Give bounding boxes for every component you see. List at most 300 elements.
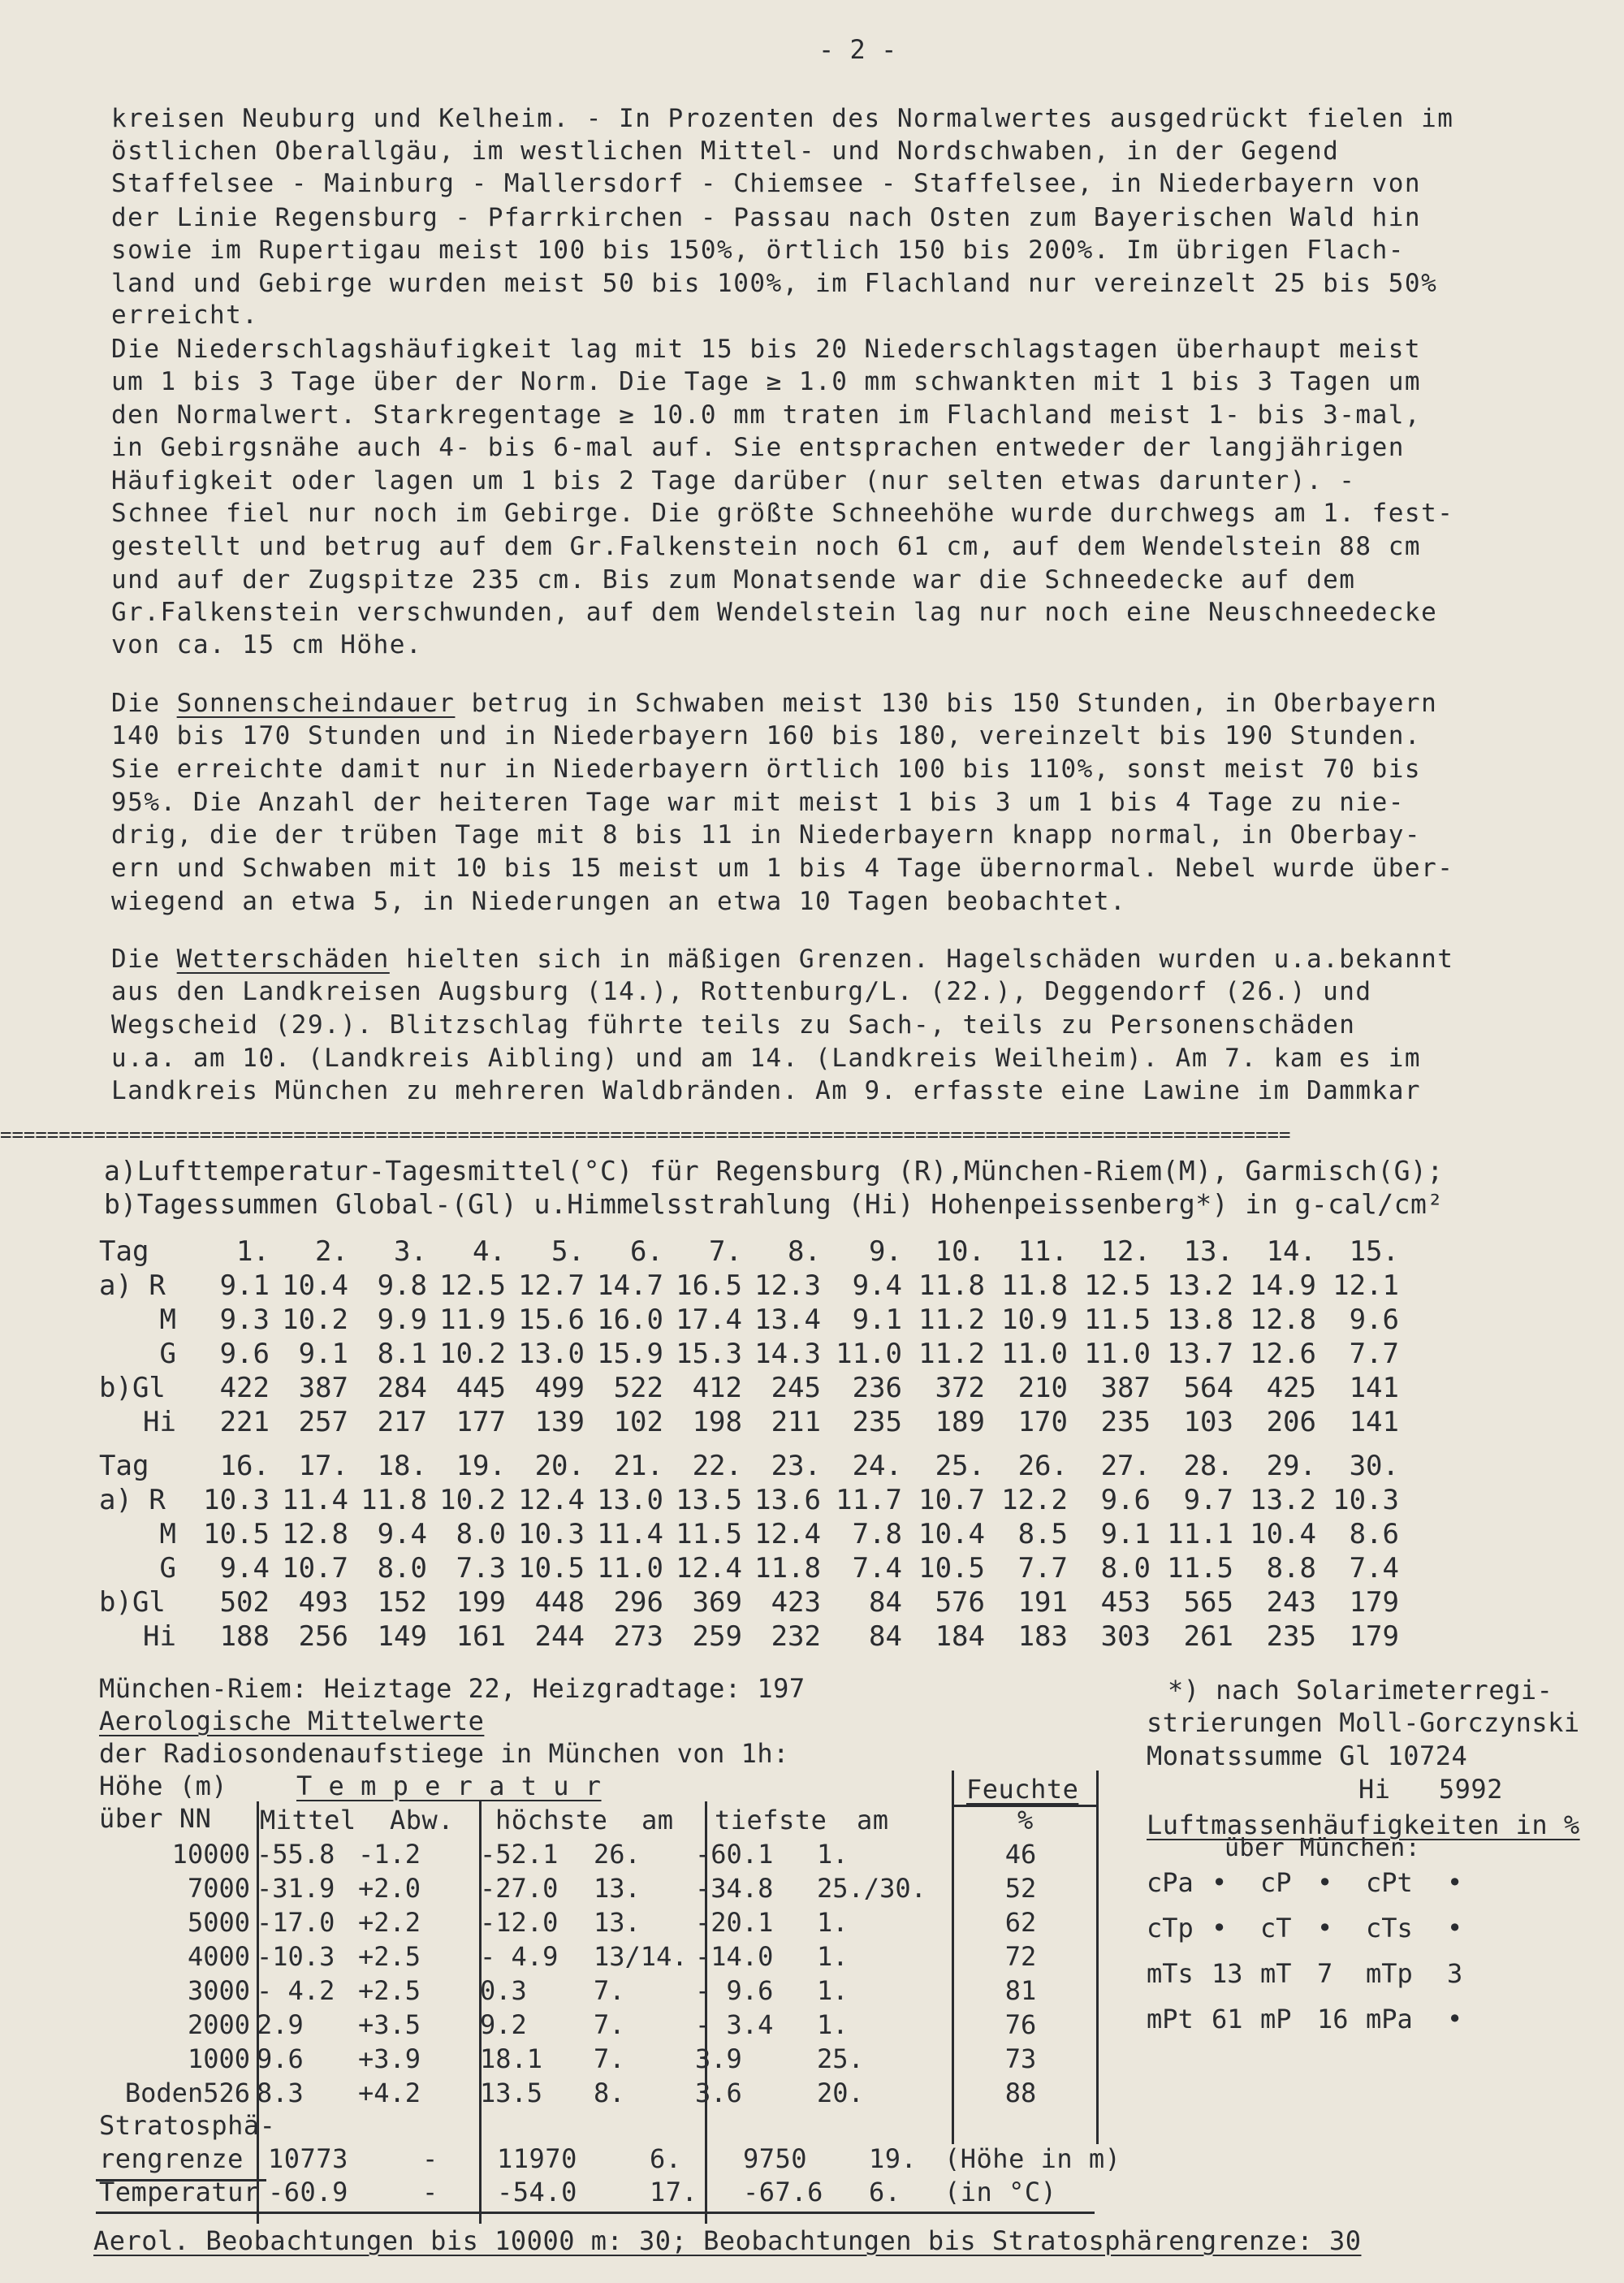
aero-cell: 3000 bbox=[187, 1975, 250, 2006]
lm-cell: mPt bbox=[1147, 2004, 1194, 2034]
aero-cell: Boden526 bbox=[124, 2078, 250, 2108]
daily-table-1-cell: 499 bbox=[534, 1372, 585, 1404]
text-line: östlichen Oberallgäu, im westlichen Mittel- und Nordschwaben, in der Gegend bbox=[111, 136, 1340, 166]
daily-table-1-cell: 1. bbox=[236, 1235, 270, 1268]
table-rule bbox=[96, 2212, 1095, 2214]
daily-table-2-row bbox=[99, 1449, 1399, 1483]
daily-table-1-cell: 8. bbox=[788, 1235, 821, 1268]
temp-unit: (in °C) bbox=[944, 2177, 1057, 2207]
aero-cell: 13/14. bbox=[594, 1941, 688, 1972]
daily-table-1-cell: 14.9 bbox=[1250, 1269, 1316, 1302]
lm-cell: 3 bbox=[1447, 1958, 1463, 1989]
separator-line: ============================================================================================================== bbox=[0, 1123, 1291, 1146]
daily-table-1-cell: 11.0 bbox=[1084, 1338, 1151, 1370]
lm-cell: • bbox=[1447, 2004, 1463, 2034]
aero-cell: -60.1 bbox=[695, 1839, 774, 1870]
footnote-line: Hi 5992 bbox=[1358, 1774, 1503, 1805]
daily-table-1-row bbox=[99, 1303, 1399, 1337]
aero-cell: 9.2 bbox=[480, 2009, 527, 2040]
daily-table-2-cell: 11.5 bbox=[1167, 1552, 1233, 1585]
daily-table-2-cell: 161 bbox=[456, 1620, 506, 1653]
daily-table-1-cell: 9.6 bbox=[219, 1338, 270, 1370]
daily-table-1-cell: 16.0 bbox=[597, 1304, 663, 1336]
strat-unit: (Höhe in m) bbox=[944, 2143, 1121, 2174]
daily-table-1-cell: 15.6 bbox=[518, 1304, 585, 1336]
header-feuchte: Feuchte bbox=[966, 1774, 1079, 1805]
daily-table-2-cell: 184 bbox=[935, 1620, 985, 1653]
daily-table-1-cell: Tag bbox=[99, 1235, 149, 1268]
text-line: ern und Schwaben mit 10 bis 15 meist um 1 bis 4 Tage übernormal. Nebel wurde über- bbox=[111, 854, 1454, 883]
daily-table-1-cell: 170 bbox=[1017, 1406, 1068, 1438]
daily-table-2-cell: 11.5 bbox=[676, 1518, 742, 1550]
strat-value: 6. bbox=[650, 2143, 682, 2174]
daily-table-2-cell: 7.3 bbox=[456, 1552, 506, 1585]
aero-cell: 52 bbox=[1004, 1873, 1037, 1904]
daily-table-1-cell: 9.1 bbox=[298, 1338, 348, 1370]
aero-cell: 25. bbox=[817, 2043, 864, 2074]
aero-cell: 46 bbox=[1004, 1839, 1037, 1870]
lm-cell: cTp bbox=[1147, 1913, 1194, 1944]
daily-table-1-cell: 14.7 bbox=[597, 1269, 663, 1302]
text-line: Wegscheid (29.). Blitzschlag führte teils zu Sach-, teils zu Personenschäden bbox=[111, 1010, 1356, 1040]
daily-table-2-row bbox=[99, 1585, 1399, 1619]
text-line: Schnee fiel nur noch im Gebirge. Die größte Schneehöhe wurde durchwegs am 1. fest- bbox=[111, 499, 1454, 528]
daily-table-1-cell: 13.4 bbox=[754, 1304, 821, 1336]
daily-table-1-cell: 12.6 bbox=[1250, 1338, 1316, 1370]
lm-cell: cP bbox=[1260, 1867, 1292, 1898]
daily-table-1-cell: 12.7 bbox=[518, 1269, 585, 1302]
daily-table-2-cell: 423 bbox=[771, 1586, 821, 1619]
aero-row bbox=[99, 1871, 1098, 1905]
lm-cell: • bbox=[1212, 1913, 1228, 1944]
aero-cell: 10000 bbox=[171, 1839, 250, 1870]
aero-cell: 3.6 bbox=[695, 2078, 742, 2108]
heiztage-line: München-Riem: Heiztage 22, Heizgradtage: 197 bbox=[99, 1673, 806, 1704]
daily-table-1-cell: 564 bbox=[1183, 1372, 1233, 1404]
daily-table-2-cell: 8.0 bbox=[1100, 1552, 1151, 1585]
daily-table-2-cell: 7.4 bbox=[852, 1552, 902, 1585]
footnote-line: strierungen Moll-Gorczynski bbox=[1147, 1707, 1580, 1738]
daily-table-1-cell: 10.9 bbox=[1001, 1304, 1068, 1336]
lm-cell: mTp bbox=[1366, 1958, 1413, 1989]
daily-table-1-cell: 177 bbox=[456, 1406, 506, 1438]
daily-table-1-cell: 245 bbox=[771, 1372, 821, 1404]
header-am: am bbox=[857, 1805, 889, 1835]
daily-table-1-cell: 141 bbox=[1349, 1406, 1399, 1438]
daily-table-1-cell: 102 bbox=[613, 1406, 663, 1438]
aero-cell: 25./30. bbox=[817, 1873, 926, 1904]
lm-cell: mT bbox=[1260, 1958, 1292, 1989]
daily-table-1-cell: 206 bbox=[1266, 1406, 1316, 1438]
aero-row bbox=[99, 1974, 1098, 2008]
header-hoehe: Höhe (m) bbox=[99, 1771, 228, 1801]
aero-cell: +4.2 bbox=[358, 2078, 421, 2108]
daily-table-1-cell: 11.8 bbox=[1001, 1269, 1068, 1302]
daily-table-2-cell: 84 bbox=[869, 1620, 902, 1653]
lm-row bbox=[1147, 1996, 1488, 2042]
daily-table-2-cell: 256 bbox=[298, 1620, 348, 1653]
daily-table-1-cell: 13.7 bbox=[1167, 1338, 1233, 1370]
daily-table-2-cell: 24. bbox=[852, 1450, 902, 1482]
aero-cell: -14.0 bbox=[695, 1941, 774, 1972]
daily-table-2-cell: 13.2 bbox=[1250, 1484, 1316, 1516]
daily-table-1-cell: 11.8 bbox=[918, 1269, 985, 1302]
daily-table-2-cell: 12.4 bbox=[754, 1518, 821, 1550]
aero-cell: 1. bbox=[817, 1941, 849, 1972]
daily-table-2-cell: 493 bbox=[298, 1586, 348, 1619]
aero-cell: +3.5 bbox=[358, 2009, 421, 2040]
aero-cell: 18.1 bbox=[480, 2043, 543, 2074]
text-line: um 1 bis 3 Tage über der Norm. Die Tage ≥ 1.0 mm schwankten mit 1 bis 3 Tagen um bbox=[111, 367, 1422, 396]
daily-table-2-cell: 17. bbox=[298, 1450, 348, 1482]
aero-row bbox=[99, 2042, 1098, 2076]
aero-cell: +2.2 bbox=[358, 1907, 421, 1938]
page-number: - 2 - bbox=[818, 34, 897, 65]
text-line: den Normalwert. Starkregentage ≥ 10.0 mm traten im Flachland meist 1- bis 3-mal, bbox=[111, 400, 1422, 430]
daily-table-1-cell: 9.1 bbox=[852, 1304, 902, 1336]
header-tiefste: tiefste bbox=[715, 1805, 827, 1835]
daily-table-2-cell: 453 bbox=[1100, 1586, 1151, 1619]
daily-table-1-cell: 9.8 bbox=[377, 1269, 427, 1302]
daily-table-1-cell: 141 bbox=[1349, 1372, 1399, 1404]
daily-table-2-cell: 7.4 bbox=[1349, 1552, 1399, 1585]
aero-title: Aerologische Mittelwerte bbox=[99, 1706, 485, 1736]
lm-cell: mTs bbox=[1147, 1958, 1194, 1989]
daily-table-2-cell: 12.4 bbox=[676, 1552, 742, 1585]
daily-table-1-cell: 189 bbox=[935, 1406, 985, 1438]
daily-table-2-cell: 10.2 bbox=[439, 1484, 506, 1516]
daily-table-1-cell: 8.1 bbox=[377, 1338, 427, 1370]
daily-table-1-cell: 522 bbox=[613, 1372, 663, 1404]
daily-table-1-cell: 9.9 bbox=[377, 1304, 427, 1336]
daily-table-2-cell: 261 bbox=[1183, 1620, 1233, 1653]
daily-table-1-cell: 4. bbox=[473, 1235, 506, 1268]
daily-table-1-cell: 10. bbox=[935, 1235, 985, 1268]
lm-cell: • bbox=[1447, 1913, 1463, 1944]
daily-table-2-cell: 11.1 bbox=[1167, 1518, 1233, 1550]
temp-label: Temperatur bbox=[99, 2177, 260, 2207]
daily-table-1-cell: 12.5 bbox=[439, 1269, 506, 1302]
daily-table-1-cell: 13.8 bbox=[1167, 1304, 1233, 1336]
lm-cell: 13 bbox=[1212, 1958, 1243, 1989]
daily-table-2-cell: 16. bbox=[219, 1450, 270, 1482]
daily-table-1-cell: G bbox=[159, 1338, 176, 1370]
text-line: und auf der Zugspitze 235 cm. Bis zum Monatsende war die Schneedecke auf dem bbox=[111, 565, 1356, 595]
daily-table-2-cell: 183 bbox=[1017, 1620, 1068, 1653]
aero-cell: 26. bbox=[594, 1839, 641, 1870]
aero-cell: +2.5 bbox=[358, 1941, 421, 1972]
text-line: Die Wetterschäden hielten sich in mäßigen Grenzen. Hagelschäden wurden u.a.bekannt bbox=[111, 945, 1454, 974]
daily-table-2-cell: 11.8 bbox=[754, 1552, 821, 1585]
strat-value: 11970 bbox=[497, 2143, 577, 2174]
aero-cell: 4000 bbox=[187, 1941, 250, 1972]
aero-cell: -31.9 bbox=[257, 1873, 335, 1904]
aero-cell: -17.0 bbox=[257, 1907, 335, 1938]
aero-cell: 13. bbox=[594, 1907, 641, 1938]
daily-table-1-cell: 14. bbox=[1266, 1235, 1316, 1268]
daily-table-2-cell: 13.0 bbox=[597, 1484, 663, 1516]
aero-cell: - 4.9 bbox=[480, 1941, 559, 1972]
daily-table-1-cell: 12.5 bbox=[1084, 1269, 1151, 1302]
daily-table-2-row bbox=[99, 1483, 1399, 1517]
daily-table-1-cell: 5. bbox=[551, 1235, 585, 1268]
keyword-sonnenscheindauer: Sonnenscheindauer bbox=[176, 689, 456, 718]
daily-table-1-cell: 10.2 bbox=[439, 1338, 506, 1370]
aero-cell: 7. bbox=[594, 1975, 625, 2006]
daily-table-1-cell: 12.3 bbox=[754, 1269, 821, 1302]
daily-table-2-cell: 8.0 bbox=[456, 1518, 506, 1550]
daily-table-1-cell: 9.3 bbox=[219, 1304, 270, 1336]
daily-table-1-cell: 198 bbox=[692, 1406, 742, 1438]
aero-cell: 62 bbox=[1004, 1907, 1037, 1938]
daily-table-2-cell: 235 bbox=[1266, 1620, 1316, 1653]
header-am: am bbox=[641, 1805, 674, 1835]
daily-table-2-cell: 10.4 bbox=[918, 1518, 985, 1550]
aero-cell: -27.0 bbox=[480, 1873, 559, 1904]
lm-subtitle: über München: bbox=[1224, 1834, 1421, 1862]
daily-table-1-cell: 445 bbox=[456, 1372, 506, 1404]
aero-cell: - 3.4 bbox=[695, 2009, 774, 2040]
aero-cell: 2000 bbox=[187, 2009, 250, 2040]
daily-table-1-cell: 7.7 bbox=[1349, 1338, 1399, 1370]
text-line: 95%. Die Anzahl der heiteren Tage war mit meist 1 bis 3 um 1 bis 4 Tage zu nie- bbox=[111, 788, 1405, 817]
daily-table-1 bbox=[99, 1234, 1399, 1439]
daily-table-1-cell: 15.9 bbox=[597, 1338, 663, 1370]
daily-table-2-cell: 188 bbox=[219, 1620, 270, 1653]
daily-table-1-cell: M bbox=[159, 1304, 176, 1336]
daily-table-2-cell: 12.8 bbox=[282, 1518, 348, 1550]
daily-table-2-cell: 10.5 bbox=[203, 1518, 270, 1550]
daily-table-2-cell: 9.1 bbox=[1100, 1518, 1151, 1550]
daily-table-2-cell: 25. bbox=[935, 1450, 985, 1482]
daily-table-1-cell: 10.4 bbox=[282, 1269, 348, 1302]
aero-cell: 9.6 bbox=[257, 2043, 304, 2074]
daily-table-1-cell: 210 bbox=[1017, 1372, 1068, 1404]
aero-cell: 73 bbox=[1004, 2043, 1037, 2074]
text-line: Landkreis München zu mehreren Waldbränden. Am 9. erfasste eine Lawine im Dammkar bbox=[111, 1076, 1422, 1105]
daily-table-2-row bbox=[99, 1551, 1399, 1585]
lm-cell: mPa bbox=[1366, 2004, 1413, 2034]
daily-table-2-cell: 8.6 bbox=[1349, 1518, 1399, 1550]
aero-cell: 7. bbox=[594, 2043, 625, 2074]
daily-table-1-cell: 12.8 bbox=[1250, 1304, 1316, 1336]
text-line: drig, die der trüben Tage mit 8 bis 11 in Niederbayern knapp normal, in Oberbay- bbox=[111, 820, 1422, 850]
lm-row bbox=[1147, 1951, 1488, 1996]
temp-value: - bbox=[422, 2177, 438, 2207]
text-line: kreisen Neuburg und Kelheim. - In Prozenten des Normalwertes ausgedrückt fielen im bbox=[111, 104, 1454, 133]
daily-table-1-cell: 3. bbox=[394, 1235, 427, 1268]
aero-cell: 81 bbox=[1004, 1975, 1037, 2006]
daily-table-2-cell: 232 bbox=[771, 1620, 821, 1653]
daily-table-1-cell: 235 bbox=[852, 1406, 902, 1438]
daily-table-2-cell: 23. bbox=[771, 1450, 821, 1482]
daily-table-1-cell: 235 bbox=[1100, 1406, 1151, 1438]
daily-table-2-cell: 244 bbox=[534, 1620, 585, 1653]
daily-table-1-cell: 425 bbox=[1266, 1372, 1316, 1404]
lm-table bbox=[1147, 1860, 1488, 2042]
aero-cell: - 9.6 bbox=[695, 1975, 774, 2006]
temp-value: 17. bbox=[650, 2177, 698, 2207]
temp-value: -54.0 bbox=[497, 2177, 577, 2207]
daily-table-2-cell: 199 bbox=[456, 1586, 506, 1619]
daily-table-1-cell: 17.4 bbox=[676, 1304, 742, 1336]
daily-table-2-cell: 28. bbox=[1183, 1450, 1233, 1482]
text-line: Die Sonnenscheindauer betrug in Schwaben meist 130 bis 150 Stunden, in Oberbayern bbox=[111, 689, 1438, 718]
daily-table-2-cell: 12.2 bbox=[1001, 1484, 1068, 1516]
text-line: der Linie Regensburg - Pfarrkirchen - Passau nach Osten zum Bayerischen Wald hin bbox=[111, 203, 1422, 232]
text-line: von ca. 15 cm Höhe. bbox=[111, 630, 423, 659]
daily-table-2-cell: 179 bbox=[1349, 1586, 1399, 1619]
daily-table-2-cell: Tag bbox=[99, 1450, 149, 1482]
daily-table-1-cell: 9.1 bbox=[219, 1269, 270, 1302]
daily-table-2-cell: 30. bbox=[1349, 1450, 1399, 1482]
aero-cell: - 4.2 bbox=[257, 1975, 335, 2006]
daily-table-1-cell: 9. bbox=[869, 1235, 902, 1268]
daily-table-1-cell: 12.1 bbox=[1332, 1269, 1399, 1302]
daily-table-2 bbox=[99, 1449, 1399, 1654]
daily-table-1-cell: 11.9 bbox=[439, 1304, 506, 1336]
daily-table-2-cell: 11.8 bbox=[361, 1484, 427, 1516]
text-line: Sie erreichte damit nur in Niederbayern örtlich 100 bis 110%, sonst meist 70 bis bbox=[111, 755, 1422, 784]
text-line: wiegend an etwa 5, in Niederungen an etwa 10 Tagen beobachtet. bbox=[111, 887, 1127, 916]
daily-table-2-cell: 7.8 bbox=[852, 1518, 902, 1550]
daily-table-1-cell: 6. bbox=[630, 1235, 663, 1268]
text-line: gestellt und betrug auf dem Gr.Falkenstein noch 61 cm, auf dem Wendelstein 88 cm bbox=[111, 532, 1422, 561]
aero-cell: -52.1 bbox=[480, 1839, 559, 1870]
aero-cell: 7. bbox=[594, 2009, 625, 2040]
daily-table-2-cell: a) R bbox=[99, 1484, 166, 1516]
aero-cell: 76 bbox=[1004, 2009, 1037, 2040]
header-mittel: Mittel bbox=[260, 1805, 356, 1835]
aero-row bbox=[99, 2008, 1098, 2042]
aero-cell: 8. bbox=[594, 2078, 625, 2108]
aero-table bbox=[99, 1837, 1098, 2110]
daily-table-1-cell: 2. bbox=[315, 1235, 348, 1268]
daily-table-2-cell: 243 bbox=[1266, 1586, 1316, 1619]
daily-table-2-cell: 369 bbox=[692, 1586, 742, 1619]
daily-table-2-cell: 11.4 bbox=[597, 1518, 663, 1550]
daily-table-1-cell: 372 bbox=[935, 1372, 985, 1404]
lm-row bbox=[1147, 1905, 1488, 1951]
table-caption: b)Tagessummen Global-(Gl) u.Himmelsstrahlung (Hi) Hohenpeissenberg*) in g-cal/cm² bbox=[104, 1188, 1444, 1220]
daily-table-2-row bbox=[99, 1619, 1399, 1654]
daily-table-2-cell: 22. bbox=[692, 1450, 742, 1482]
daily-table-2-cell: 11.4 bbox=[282, 1484, 348, 1516]
aero-cell: +3.9 bbox=[358, 2043, 421, 2074]
daily-table-1-cell: b)Gl bbox=[99, 1372, 166, 1404]
daily-table-1-cell: 257 bbox=[298, 1406, 348, 1438]
daily-table-2-cell: 10.5 bbox=[918, 1552, 985, 1585]
daily-table-2-row bbox=[99, 1517, 1399, 1551]
text-line: Häufigkeit oder lagen um 1 bis 2 Tage darüber (nur selten etwas darunter). - bbox=[111, 466, 1356, 495]
strat-value: 9750 bbox=[743, 2143, 808, 2174]
daily-table-1-cell: 217 bbox=[377, 1406, 427, 1438]
lm-cell: mP bbox=[1260, 2004, 1292, 2034]
footer-line: Aerol. Beobachtungen bis 10000 m: 30; Beobachtungen bis Stratosphärengrenze: 30 bbox=[93, 2225, 1362, 2256]
aero-cell: 2.9 bbox=[257, 2009, 304, 2040]
aero-cell: 13. bbox=[594, 1873, 641, 1904]
text-line: sowie im Rupertigau meist 100 bis 150%, örtlich 150 bis 200%. Im übrigen Flach- bbox=[111, 236, 1405, 265]
daily-table-2-cell: 19. bbox=[456, 1450, 506, 1482]
aero-cell: 88 bbox=[1004, 2078, 1037, 2108]
footnote-line: *) nach Solarimeterregi- bbox=[1168, 1675, 1553, 1706]
aero-row bbox=[99, 1905, 1098, 1939]
aero-subtitle: der Radiosondenaufstiege in München von 1h: bbox=[99, 1738, 789, 1769]
strat-label: Stratosphä- bbox=[99, 2110, 276, 2141]
header-abw: Abw. bbox=[390, 1805, 455, 1835]
daily-table-1-cell: 16.5 bbox=[676, 1269, 742, 1302]
table-caption: a)Lufttemperatur-Tagesmittel(°C) für Regensburg (R),München-Riem(M), Garmisch(G); bbox=[104, 1155, 1444, 1187]
daily-table-2-cell: G bbox=[159, 1552, 176, 1585]
daily-table-1-cell: 13.2 bbox=[1167, 1269, 1233, 1302]
daily-table-2-cell: 27. bbox=[1100, 1450, 1151, 1482]
lm-cell: cPa bbox=[1147, 1867, 1194, 1898]
daily-table-2-cell: 9.6 bbox=[1100, 1484, 1151, 1516]
aero-row bbox=[99, 1837, 1098, 1871]
daily-table-1-cell: 13.0 bbox=[518, 1338, 585, 1370]
aero-cell: 0.3 bbox=[480, 1975, 527, 2006]
strat-value: - bbox=[422, 2143, 438, 2174]
strat-value: 19. bbox=[869, 2143, 918, 2174]
daily-table-1-cell: 10.2 bbox=[282, 1304, 348, 1336]
daily-table-2-cell: 21. bbox=[613, 1450, 663, 1482]
aero-cell: 1000 bbox=[187, 2043, 250, 2074]
daily-table-1-cell: 7. bbox=[709, 1235, 742, 1268]
daily-table-2-cell: 10.5 bbox=[518, 1552, 585, 1585]
text-line: in Gebirgsnähe auch 4- bis 6-mal auf. Sie entsprachen entweder der langjährigen bbox=[111, 433, 1405, 462]
daily-table-2-cell: 10.7 bbox=[918, 1484, 985, 1516]
lm-title: Luftmassenhäufigkeiten in % bbox=[1147, 1810, 1580, 1840]
daily-table-1-cell: 14.3 bbox=[754, 1338, 821, 1370]
daily-table-1-cell: 11.2 bbox=[918, 1338, 985, 1370]
daily-table-2-cell: 13.5 bbox=[676, 1484, 742, 1516]
daily-table-2-cell: 11.0 bbox=[597, 1552, 663, 1585]
aero-cell: -55.8 bbox=[257, 1839, 335, 1870]
header-temperatur: T e m p e r a t u r bbox=[296, 1771, 602, 1801]
strat-value: 10773 bbox=[268, 2143, 348, 2174]
daily-table-2-cell: 20. bbox=[534, 1450, 585, 1482]
temp-value: -67.6 bbox=[743, 2177, 823, 2207]
aero-cell: -12.0 bbox=[480, 1907, 559, 1938]
daily-table-2-cell: 152 bbox=[377, 1586, 427, 1619]
daily-table-1-cell: 412 bbox=[692, 1372, 742, 1404]
daily-table-2-cell: 273 bbox=[613, 1620, 663, 1653]
header-hoechste: höchste bbox=[495, 1805, 608, 1835]
aero-cell: 7000 bbox=[187, 1873, 250, 1904]
text-line: aus den Landkreisen Augsburg (14.), Rottenburg/L. (22.), Deggendorf (26.) und bbox=[111, 977, 1372, 1006]
daily-table-2-cell: 259 bbox=[692, 1620, 742, 1653]
daily-table-2-cell: 26. bbox=[1017, 1450, 1068, 1482]
aero-cell: 5000 bbox=[187, 1907, 250, 1938]
lm-cell: 16 bbox=[1317, 2004, 1349, 2034]
daily-table-1-cell: 11.0 bbox=[1001, 1338, 1068, 1370]
daily-table-1-cell: 422 bbox=[219, 1372, 270, 1404]
daily-table-2-cell: 448 bbox=[534, 1586, 585, 1619]
daily-table-1-row bbox=[99, 1269, 1399, 1303]
aero-cell: 1. bbox=[817, 1907, 849, 1938]
aero-row bbox=[99, 2076, 1098, 2110]
daily-table-2-cell: 10.7 bbox=[282, 1552, 348, 1585]
lm-cell: • bbox=[1212, 1867, 1228, 1898]
text-line: u.a. am 10. (Landkreis Aibling) und am 14. (Landkreis Weilheim). Am 7. kam es im bbox=[111, 1044, 1422, 1073]
daily-table-1-cell: 139 bbox=[534, 1406, 585, 1438]
text-line: Gr.Falkenstein verschwunden, auf dem Wendelstein lag nur noch eine Neuschneedecke bbox=[111, 598, 1438, 627]
text-line: land und Gebirge wurden meist 50 bis 100%, im Flachland nur vereinzelt 25 bis 50% bbox=[111, 269, 1438, 298]
lm-cell: • bbox=[1447, 1867, 1463, 1898]
daily-table-2-cell: 10.3 bbox=[518, 1518, 585, 1550]
daily-table-2-cell: 84 bbox=[869, 1586, 902, 1619]
aero-cell: -34.8 bbox=[695, 1873, 774, 1904]
